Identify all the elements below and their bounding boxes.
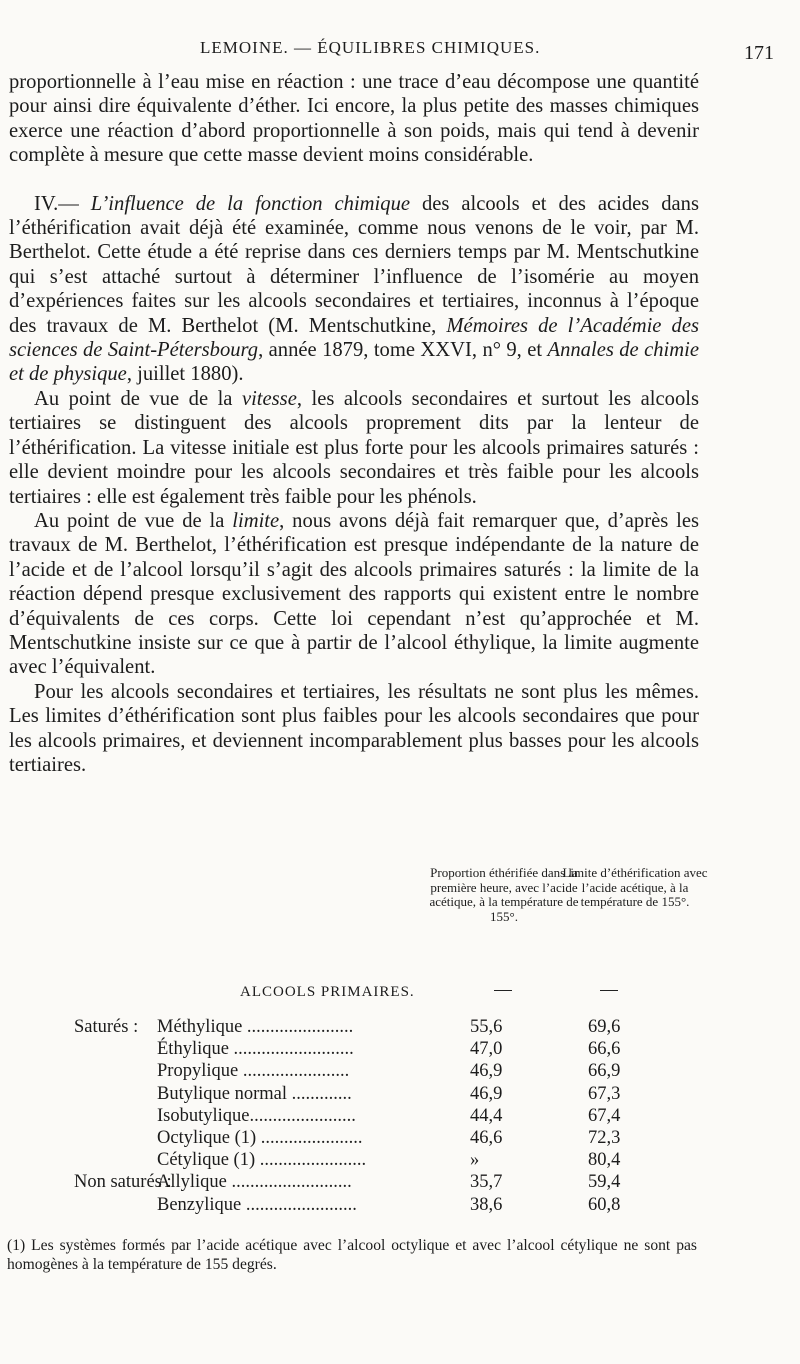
table-row — [0, 1105, 800, 1127]
limit-value: 59,4 — [588, 1172, 621, 1193]
alcohol-name: Butylique normal ............. — [157, 1083, 352, 1104]
proportion-value: 46,9 — [470, 1061, 503, 1082]
limit-value: 69,6 — [588, 1017, 621, 1037]
proportion-value: 47,0 — [470, 1039, 503, 1060]
table-row — [0, 1083, 800, 1105]
paragraph-3-text-b: , les alcools secondaires et surtout les alcools tertiaires se distinguent des alcools proprement dits par la lenteur de l’éthérification. La vitesse initiale est plus forte pour les alcools primaires saturés : elle devient moindre pour les alcools secondaires et très faible pour les alcools tertiaires : elle est également très faible pour les phénols. — [9, 387, 699, 508]
page-number: 171 — [744, 42, 774, 64]
page-header — [0, 34, 800, 64]
column-rule — [494, 990, 512, 991]
limit-value: 60,8 — [588, 1194, 621, 1215]
paragraph-4-text-a: Au point de vue de la — [34, 509, 233, 532]
proportion-value: 35,7 — [470, 1172, 503, 1193]
proportion-value: 44,4 — [470, 1105, 503, 1126]
paragraph-1: proportionnelle à l’eau mise en réaction : une trace d’eau décompose une quantité pour ainsi dire équivalente d’éther. Ici encore, la plus petite des masses chimiques exerce une réaction d’abord proportionnelle à son poids, mais qui tend à devenir complète à mesure que cette masse devient moins considérable. — [9, 71, 699, 167]
proportion-value: 55,6 — [470, 1017, 503, 1037]
paragraph-2-text-b: , année 1879, tome XXVI, n° 9, et — [258, 339, 548, 362]
limit-value: 80,4 — [588, 1150, 621, 1171]
citation-title-1: Mémoires de l’Académie des sciences de Saint-Pétersbourg — [9, 314, 699, 362]
alcohol-name: Allylique .......................... — [157, 1172, 352, 1193]
table-row — [0, 1038, 800, 1060]
limit-value: 66,9 — [588, 1061, 621, 1082]
limit-value: 67,3 — [588, 1083, 621, 1104]
paragraph-2-text-a: des alcools et des acides dans l’éthérification avait déjà été examinée, comme nous venons de le voir, par M. Berthelot. Cette étude a été reprise dans ces derniers temps par M. Mentschutkine qui s’est attaché surtout à déterminer l’influence de l’isomérie au moyen d’expériences faites sur les alcools secondaires et tertiaires, inconnus à l’époque des travaux de M. Berthelot (M. Mentschutkine, — [9, 192, 699, 337]
body-text — [9, 70, 699, 777]
table-section-title: ALCOOLS PRIMAIRES. — [240, 984, 415, 1000]
section-number: IV.— — [34, 192, 91, 215]
table-row — [0, 1016, 800, 1038]
table-body — [0, 1016, 800, 1216]
term-vitesse: vitesse — [241, 387, 297, 410]
proportion-value: » — [470, 1150, 480, 1171]
table-row — [0, 1127, 800, 1149]
proportion-value: 46,6 — [470, 1127, 503, 1148]
term-limite: limite — [232, 509, 280, 532]
table-row — [0, 1194, 800, 1216]
citation-title-2: Annales de chimie et de physique — [9, 339, 699, 386]
limit-value: 66,6 — [588, 1039, 621, 1060]
table-row — [0, 1171, 800, 1193]
limit-value: 67,4 — [588, 1105, 621, 1126]
row-group: Saturés : — [74, 1017, 139, 1037]
paragraph-2-text-c: , juillet 1880). — [126, 363, 244, 386]
section-heading: L’influence de la fonction chimique — [90, 192, 411, 215]
paragraph-3-text-a: Au point de vue de la — [34, 387, 242, 410]
table-row — [0, 1060, 800, 1082]
alcohol-name: Méthylique ....................... — [157, 1017, 354, 1037]
alcohol-name: Cétylique (1) ....................... — [157, 1150, 367, 1171]
paragraph-2 — [9, 192, 699, 387]
row-group: Non saturés : — [74, 1172, 172, 1193]
table-row — [0, 1149, 800, 1171]
paragraph-4 — [9, 509, 699, 680]
paragraph-3 — [9, 387, 699, 509]
alcohol-name: Benzylique ........................ — [157, 1194, 357, 1215]
alcohol-name: Isobutylique....................... — [157, 1105, 356, 1126]
running-head: LEMOINE. — ÉQUILIBRES CHIMIQUES. — [200, 38, 541, 57]
alcohol-name: Propylique ....................... — [157, 1061, 350, 1082]
column-header-limite: Limite d’éthérification avec l’acide acétique, à la température de 155°. — [562, 865, 708, 910]
column-header-proportion: Proportion éthérifiée dans la première heure, avec l’acide acétique, à la température de 155°. — [429, 865, 579, 924]
proportion-value: 38,6 — [470, 1194, 503, 1215]
column-rule — [600, 990, 618, 991]
limit-value: 72,3 — [588, 1127, 621, 1148]
paragraph-5: Pour les alcools secondaires et tertiaires, les résultats ne sont plus les mêmes. Les limites d’éthérification sont plus faibles pour les alcools secondaires que pour les alcools primaires, et deviennent incomparablement plus basses pour les alcools tertiaires. — [9, 680, 699, 776]
proportion-value: 46,9 — [470, 1083, 503, 1104]
alcohol-name: Éthylique .......................... — [157, 1039, 354, 1060]
footnote: (1) Les systèmes formés par l’acide acétique avec l’alcool octylique et avec l’alcool cétylique ne sont pas homogènes à la température de 155 degrés. — [7, 1237, 697, 1273]
paragraph-4-text-b: , nous avons déjà fait remarquer que, d’après les travaux de M. Berthelot, l’éthérification est presque indépendante de la nature de l’acide et de l’alcool lorsqu’il s’agit des alcools primaires saturés : la limite de la réaction dépend presque exclusivement des rapports qui existent entre le nombre d’équivalents de ces corps. Cette loi cependant n’est qu’approchée et M. Mentschutkine insiste sur ce que à partir de l’alcool éthylique, la limite augmente avec l’équivalent. — [9, 509, 699, 679]
alcohol-name: Octylique (1) ...................... — [157, 1127, 363, 1148]
